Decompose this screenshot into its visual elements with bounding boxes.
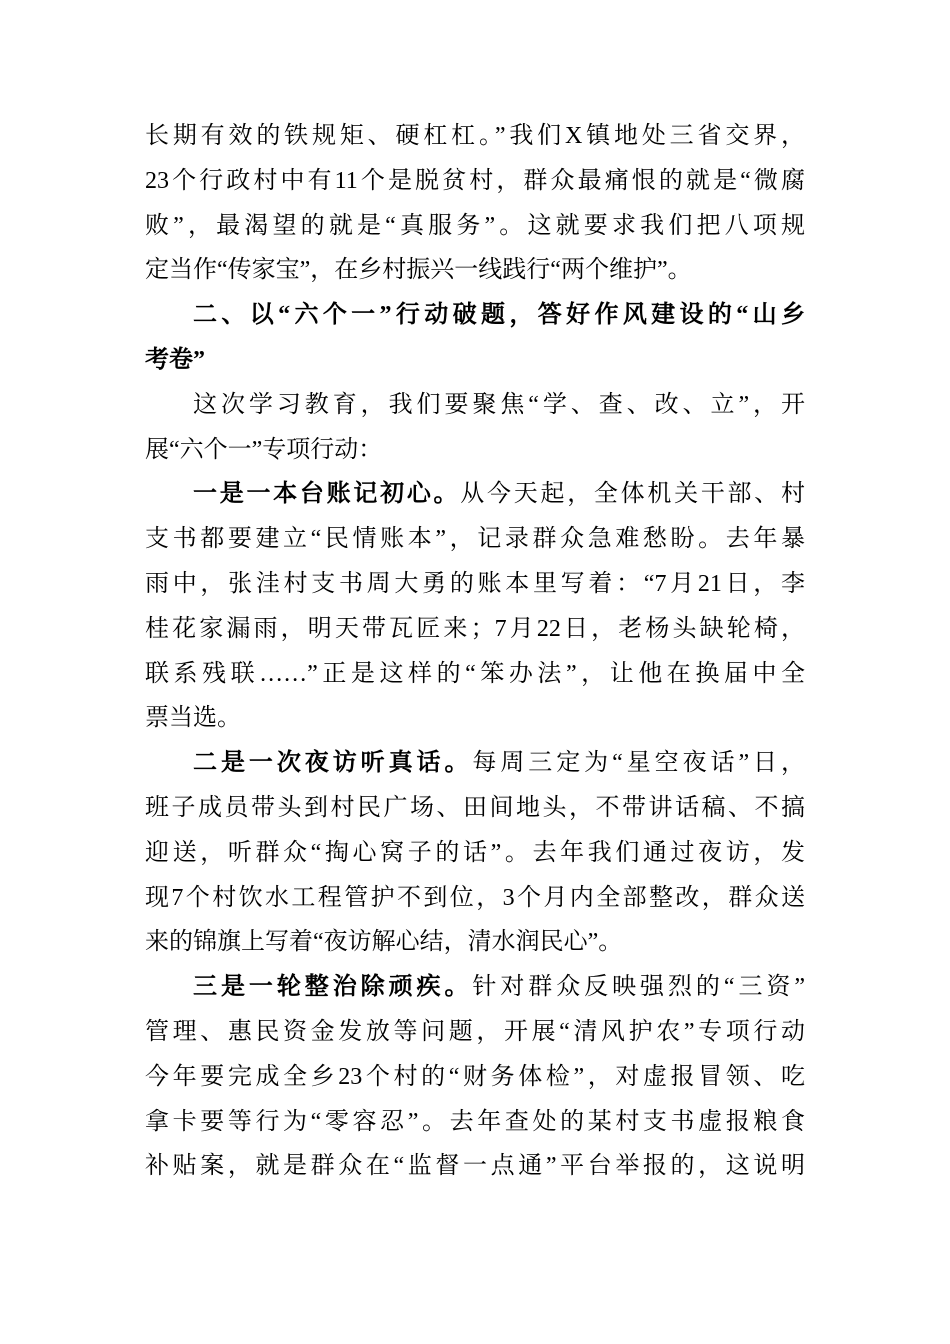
line-text: 管理、惠民资金发放等问题，开展“清风护农”专项行动 (145, 1018, 805, 1045)
bold-lead: 二是一次夜访听真话。 (193, 750, 473, 777)
bold-lead: 二、以“六个一”行动破题，答好作风建设的“山乡 (193, 302, 805, 329)
text-line (145, 383, 805, 428)
text-line (145, 517, 805, 562)
line-text: 联系残联……”正是这样的“笨办法”，让他在换届中全 (145, 660, 805, 687)
text-line (145, 652, 805, 697)
text-line (145, 293, 805, 338)
text-line (145, 831, 805, 876)
text-line (145, 1055, 805, 1100)
text-line (145, 741, 805, 786)
text-line (145, 114, 805, 159)
text-line (145, 248, 805, 293)
line-text: 这次学习教育，我们要聚焦“学、查、改、立”，开 (193, 391, 805, 418)
line-text: 支书都要建立“民情账本”，记录群众急难愁盼。去年暴 (145, 526, 805, 553)
text-line (145, 786, 805, 831)
line-text: 败”，最渴望的就是“真服务”。这就要求我们把八项规 (145, 212, 805, 239)
line-text: 今年要完成全乡23个村的“财务体检”，对虚报冒领、吃 (145, 1063, 805, 1090)
line-text: 来的锦旗上写着“夜访解心结，清水润民心”。 (145, 929, 623, 956)
line-text: 针对群众反映强烈的“三资” (472, 974, 805, 1001)
line-text: 从今天起，全体机关干部、村 (460, 481, 806, 508)
line-text: 雨中，张洼村支书周大勇的账本里写着：“7月21日，李 (145, 570, 805, 597)
line-text: 桂花家漏雨，明天带瓦匠来；7月22日，老杨头缺轮椅， (145, 615, 805, 642)
document-page (145, 114, 805, 1189)
text-line (145, 472, 805, 517)
text-line (145, 696, 805, 741)
bold-lead: 一是一本台账记初心。 (193, 481, 461, 508)
text-line (145, 428, 805, 473)
bold-lead: 考卷” (145, 346, 205, 373)
text-line (145, 338, 805, 383)
text-line (145, 204, 805, 249)
line-text: 迎送，听群众“掏心窝子的话”。去年我们通过夜访，发 (145, 839, 805, 866)
line-text: 23个行政村中有11个是脱贫村，群众最痛恨的就是“微腐 (145, 167, 805, 194)
text-line (145, 920, 805, 965)
bold-lead: 三是一轮整治除顽疾。 (193, 974, 473, 1001)
line-text: 拿卡要等行为“零容忍”。去年查处的某村支书虚报粮食 (145, 1108, 805, 1135)
text-line (145, 607, 805, 652)
text-line (145, 562, 805, 607)
text-line (145, 876, 805, 921)
line-text: 补贴案，就是群众在“监督一点通”平台举报的，这说明 (145, 1153, 805, 1180)
line-text: 班子成员带头到村民广场、田间地头，不带讲话稿、不搞 (145, 794, 805, 821)
text-line (145, 1144, 805, 1189)
text-line (145, 159, 805, 204)
text-line (145, 1100, 805, 1145)
text-line (145, 965, 805, 1010)
line-text: 定当作“传家宝”，在乡村振兴一线践行“两个维护”。 (145, 257, 692, 284)
line-text: 现7个村饮水工程管护不到位，3个月内全部整改，群众送 (145, 884, 805, 911)
text-line (145, 1010, 805, 1055)
line-text: 长期有效的铁规矩、硬杠杠。”我们X镇地处三省交界， (145, 123, 805, 149)
line-text: 每周三定为“星空夜话”日， (472, 750, 805, 777)
line-text: 展“六个一”专项行动： (145, 436, 383, 463)
line-text: 票当选。 (145, 705, 241, 732)
